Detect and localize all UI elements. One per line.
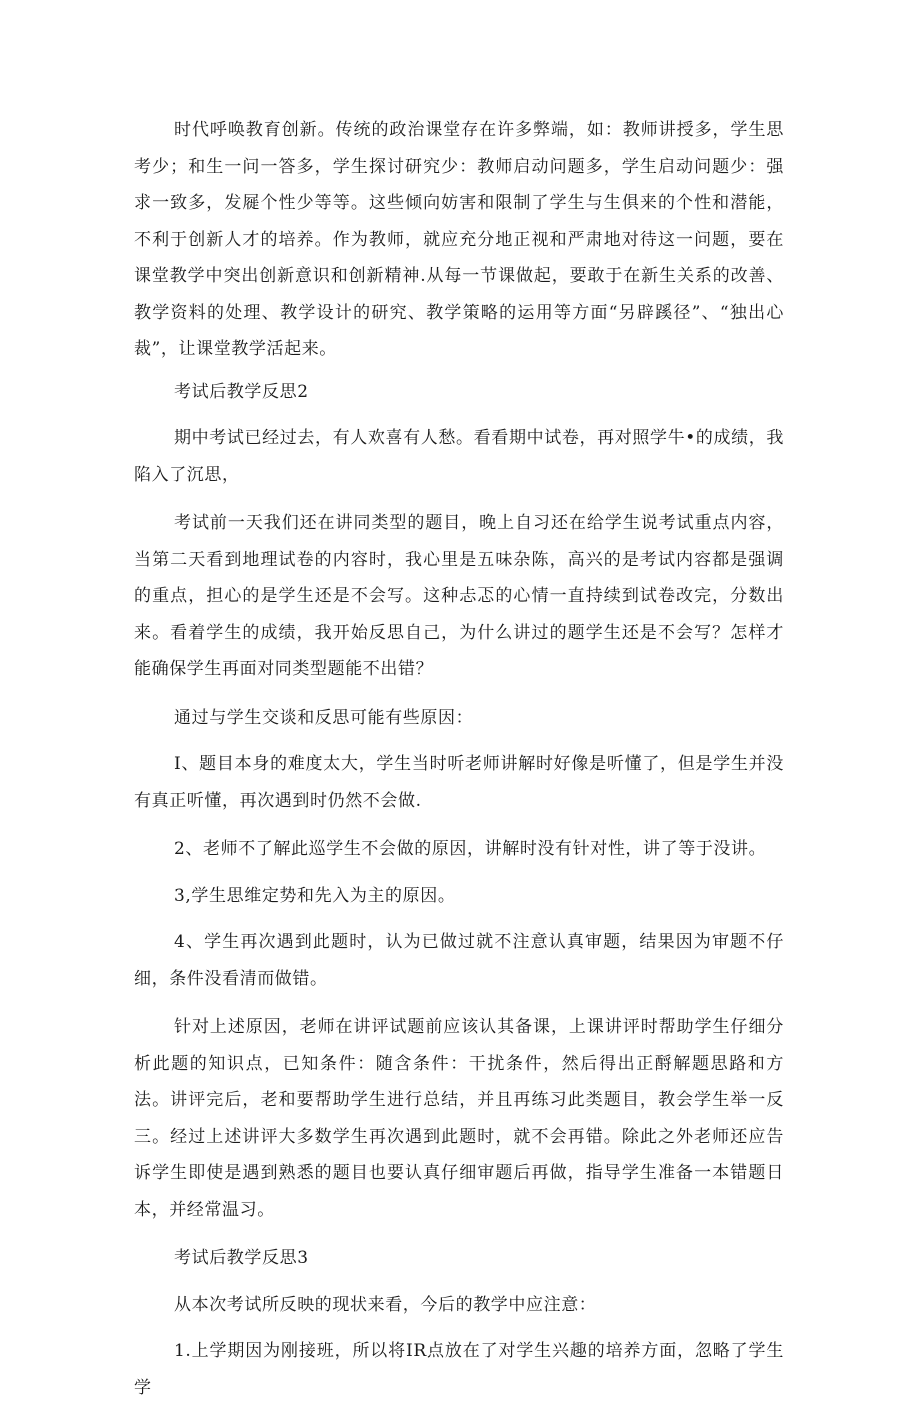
paragraph: 考试前一天我们还在讲同类型的题目，晚上自习还在给学生说考试重点内容，当第二天看到地理试卷的内容时，我心里是五味杂陈，高兴的是考试内容都是强调的重点，担心的是学生还是不会写。这种忐忑的心情一直持续到试卷改完，分数出来。看着学生的成绩，我开始反思自己，为什么讲过的题学生还是不会写？怎样才能确保学生再面对同类型题能不出错？ (134, 513, 784, 679)
paragraph: 期中考试已经过去，有人欢喜有人愁。看看期中试卷，再对照学牛•的成绩，我陷入了沉思， (134, 428, 784, 485)
list-item: I、题目本身的难度太大，学生当时听老师讲解时好像是听懂了，但是学生并没有真正听懂，再次遇到时仍然不会做. (134, 754, 784, 811)
document-body (134, 112, 784, 1418)
list-item: 4、学生再次遇到此题时，认为已做过就不注意认真审题，结果因为审题不仔细，条件没看清而做错。 (134, 932, 784, 989)
paragraph: 从本次考试所反映的现状来看，今后的教学中应注意： (174, 1294, 597, 1315)
list-item: 2、老师不了解此巡学生不会做的原因，讲解时没有针对性，讲了等于没讲。 (174, 839, 767, 859)
paragraph: 通过与学生交谈和反思可能有些原因： (174, 707, 474, 728)
list-item: 1.上学期因为刚接班，所以将IR点放在了对学生兴趣的培养方面，忽略了学生学 (134, 1341, 784, 1398)
list-item: 3,学生思维定势和先入为主的原因。 (174, 885, 456, 906)
paragraph: 针对上述原因，老师在讲评试题前应该认其备课，上课讲评时帮助学生仔细分析此题的知识点，已知条件：随含条件：干扰条件，然后得出正酹解题思路和方法。讲评完后，老和要帮助学生进行总结，并且再练习此类题目，教会学生举一反三。经过上述讲评大多数学生再次遇到此题时，就不会再错。除此之外老师还应告诉学生即使是遇到熟悉的题目也要认真仔细审题后再做，指导学生准备一本错题日本，并经常温习。 (134, 1017, 784, 1220)
section-heading-2: 考试后教学反思2 (174, 381, 309, 402)
section-heading-3: 考试后教学反思3 (174, 1248, 309, 1268)
paragraph-intro: 时代呼唤教育创新。传统的政治课堂存在许多弊端，如：教师讲授多，学生思考少；和生一问一答多，学生探讨研究少：教师启动问题多，学生启动问题少：强求一致多，发屣个性少等等。这些倾向妨害和限制了学生与生俱来的个性和潜能，不利于创新人才的培养。作为教师，就应充分地正视和严肃地对待这一问题，要在课堂教学中突出创新意识和创新精神.从每一节课做起，要敢于在新生关系的改善、教学资料的处理、教学设计的研究、教学策略的运用等方面“另辟蹊径”、“独出心裁”，让课堂教学活起来。 (134, 120, 784, 359)
